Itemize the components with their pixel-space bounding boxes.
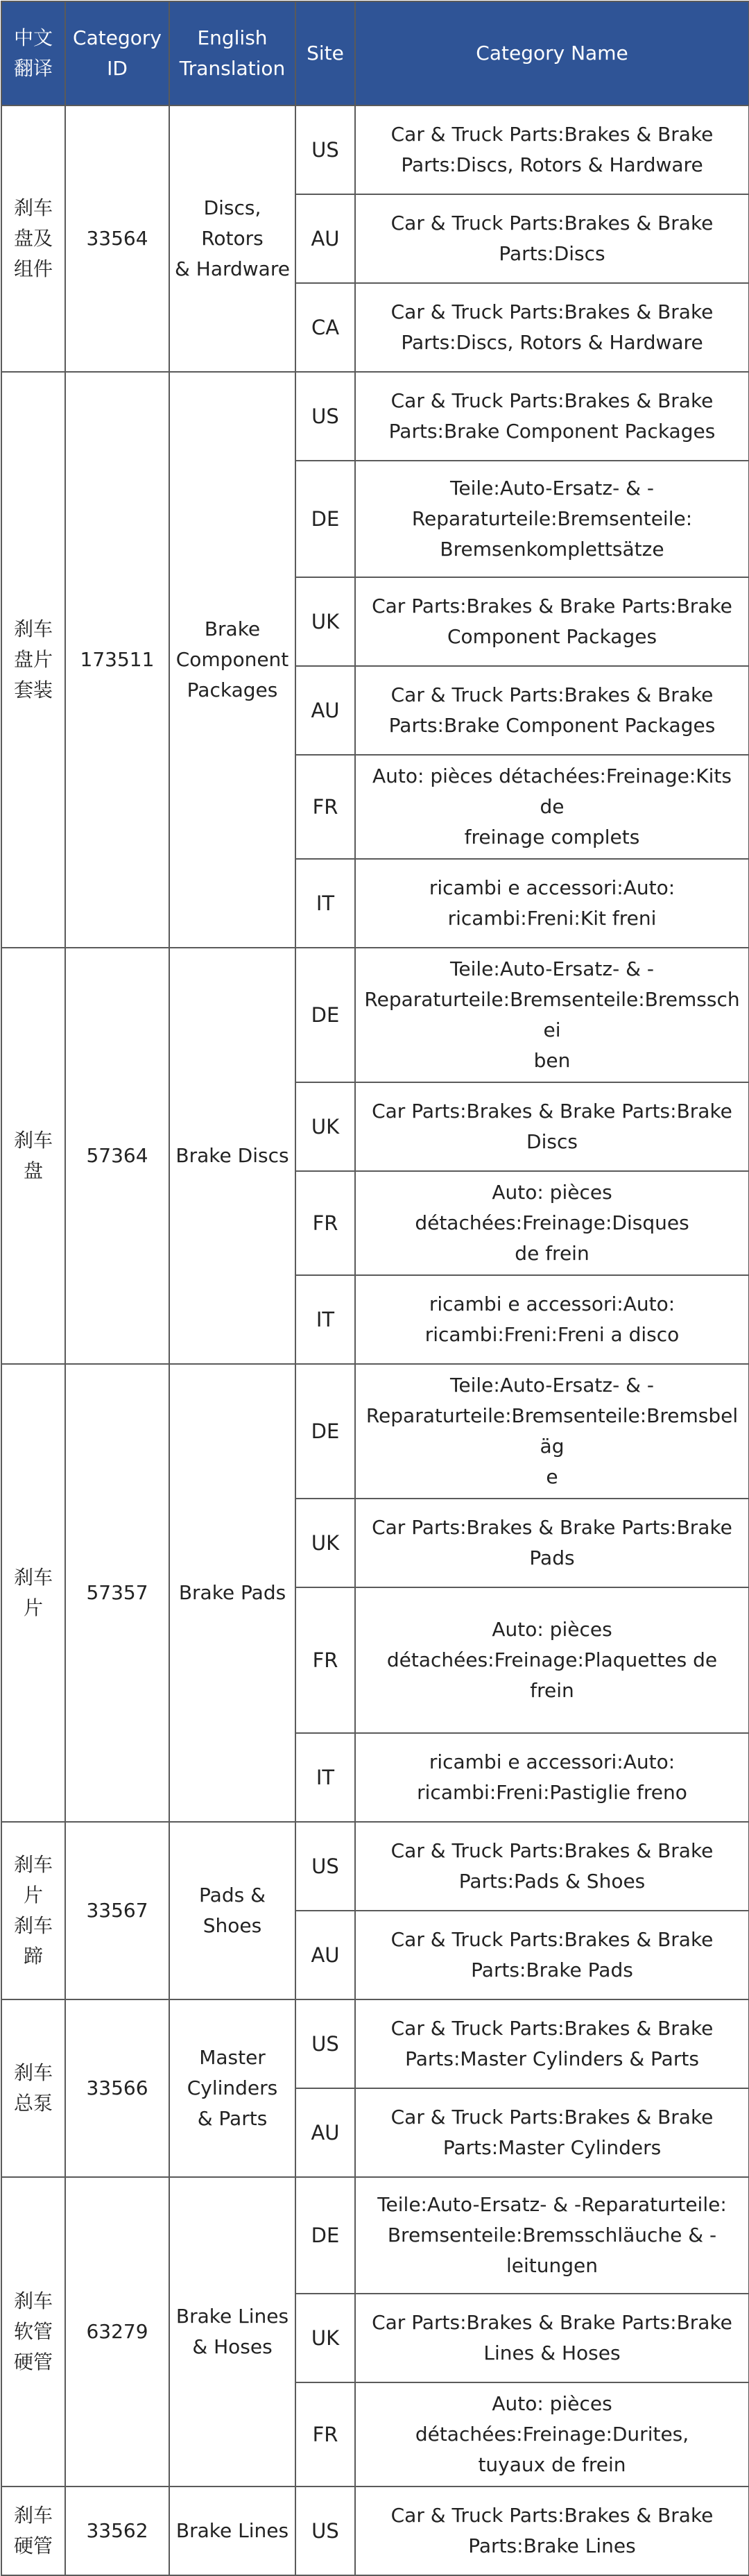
category-name-line: Bremsenkomplettsätze <box>440 538 664 561</box>
category-name-line: ricambi e accessori:Auto: <box>429 1750 675 1773</box>
category-name-line: Parts:Discs, Rotors & Hardware <box>401 153 703 176</box>
table-row <box>1 105 749 194</box>
category-name-line: Bremsenteile:Bremsschläuche & - <box>387 2224 717 2246</box>
category-name-cell <box>355 1822 749 1911</box>
category-name-line: Car & Truck Parts:Brakes & Brake <box>390 389 714 412</box>
site-cell: FR <box>295 1171 355 1275</box>
category-name-line: tuyaux de frein <box>478 2453 626 2476</box>
category-name-line: Parts:Pads & Shoes <box>458 1870 646 1893</box>
category-name-line: Car & Truck Parts:Brakes & Brake <box>390 2504 714 2527</box>
category-name-line: Reparaturteile:Bremsenteile:Bremsschei <box>364 988 740 1041</box>
category-name-line: Car Parts:Brakes & Brake Parts:Brake <box>372 2311 732 2334</box>
category-name-cell <box>355 2487 749 2575</box>
category-name-cell <box>355 1275 749 1364</box>
header-category-id-line: Category <box>73 26 162 49</box>
category-table <box>1 1 749 2576</box>
site-cell: CA <box>295 283 355 372</box>
chinese-translation-line: 盘片 <box>13 648 53 671</box>
category-name-line: Teile:Auto-Ersatz- & -Reparaturteile: <box>377 2193 727 2216</box>
category-name-cell <box>355 1171 749 1275</box>
site-cell: AU <box>295 1911 355 1999</box>
category-name-line: détachées:Freinage:Plaquettes de frein <box>386 1648 718 1702</box>
chinese-translation-line: 组件 <box>13 257 53 280</box>
table-row <box>1 372 749 461</box>
chinese-translation-line: 刹车 <box>13 2061 53 2084</box>
category-name-cell <box>355 948 749 1082</box>
site-cell: UK <box>295 2294 355 2382</box>
site-cell: US <box>295 105 355 194</box>
chinese-translation-line: 刹车 <box>13 196 53 219</box>
site-cell: AU <box>295 666 355 755</box>
header-category-id-line: ID <box>107 57 128 80</box>
site-cell: FR <box>295 755 355 859</box>
category-name-cell <box>355 1364 749 1499</box>
english-translation-cell <box>169 1999 295 2177</box>
table-row <box>1 2177 749 2294</box>
category-name-line: ricambi e accessori:Auto: <box>429 876 675 899</box>
header-site: Site <box>295 1 355 105</box>
category-name-line: de frein <box>515 1242 589 1265</box>
category-name-line: Parts:Brake Lines <box>468 2534 636 2557</box>
category-name-line: Parts:Master Cylinders & Parts <box>405 2047 699 2070</box>
english-translation-cell <box>169 1364 295 1822</box>
site-cell: UK <box>295 1499 355 1587</box>
category-name-line: Car & Truck Parts:Brakes & Brake <box>390 123 714 146</box>
chinese-translation-line: 蹄 <box>23 1945 43 1968</box>
category-name-cell <box>355 666 749 755</box>
category-id-cell: 173511 <box>65 372 169 948</box>
category-name-cell <box>355 1999 749 2088</box>
site-cell: AU <box>295 2088 355 2177</box>
category-name-line: Car & Truck Parts:Brakes & Brake <box>390 212 714 234</box>
site-cell: IT <box>295 1275 355 1364</box>
category-name-line: Lines & Hoses <box>483 2342 621 2364</box>
english-translation-line: Brake Pads <box>178 1581 286 1604</box>
header-english-line: Translation <box>179 57 286 80</box>
english-translation-line: & Parts <box>197 2107 268 2130</box>
category-name-line: Car Parts:Brakes & Brake Parts:Brake <box>372 595 732 617</box>
category-name-line: Car & Truck Parts:Brakes & Brake <box>390 1839 714 1862</box>
category-name-cell <box>355 577 749 666</box>
category-name-line: freinage complets <box>464 826 640 848</box>
category-name-line: leitungen <box>506 2254 598 2277</box>
english-translation-line: Brake Lines <box>175 2519 289 2542</box>
category-id-cell: 33567 <box>65 1822 169 1999</box>
english-translation-line: & Hardware <box>175 257 290 280</box>
category-name-line: Auto: pièces <box>492 1618 612 1641</box>
category-name-cell <box>355 283 749 372</box>
header-category-id <box>65 1 169 105</box>
site-cell: FR <box>295 2382 355 2487</box>
category-name-cell <box>355 2088 749 2177</box>
english-translation-line: Brake Discs <box>175 1144 289 1167</box>
category-name-line: ricambi e accessori:Auto: <box>429 1293 675 1315</box>
site-cell: UK <box>295 1082 355 1171</box>
category-name-line: Teile:Auto-Ersatz- & - <box>450 477 654 500</box>
chinese-translation-line: 硬管 <box>13 2351 53 2373</box>
site-cell: DE <box>295 2177 355 2294</box>
category-name-line: Car Parts:Brakes & Brake Parts:Brake <box>372 1516 732 1539</box>
site-cell: DE <box>295 461 355 577</box>
english-translation-line: Master <box>199 2046 266 2069</box>
chinese-translation-line: 刹车 <box>13 1853 53 1876</box>
category-id-cell: 63279 <box>65 2177 169 2487</box>
category-name-cell <box>355 2294 749 2382</box>
site-cell: AU <box>295 194 355 283</box>
category-name-line: Auto: pièces détachées:Freinage:Disques <box>415 1181 689 1234</box>
chinese-translation-line: 片 <box>23 1884 43 1907</box>
english-translation-cell <box>169 2487 295 2575</box>
english-translation-cell <box>169 948 295 1364</box>
site-cell: IT <box>295 1733 355 1822</box>
chinese-translation-cell <box>1 1822 65 1999</box>
header-row <box>1 1 749 105</box>
english-translation-cell <box>169 105 295 372</box>
english-translation-cell <box>169 2177 295 2487</box>
category-name-line: Auto: pièces détachées:Freinage:Kits de <box>372 765 732 818</box>
category-name-cell <box>355 1499 749 1587</box>
chinese-translation-cell <box>1 105 65 372</box>
chinese-translation-line: 刹车 <box>13 1914 53 1937</box>
category-name-line: Parts:Brake Pads <box>471 1959 633 1981</box>
chinese-translation-line: 盘及 <box>13 227 53 250</box>
table-row <box>1 1999 749 2088</box>
english-translation-line: Brake Lines <box>175 2305 289 2328</box>
english-translation-cell <box>169 1822 295 1999</box>
category-name-line: Car & Truck Parts:Brakes & Brake <box>390 1928 714 1951</box>
table-body <box>1 105 749 2575</box>
site-cell: FR <box>295 1587 355 1733</box>
english-translation-line: Packages <box>187 679 278 701</box>
chinese-translation-line: 片 <box>23 1596 43 1619</box>
header-chinese-line: 翻译 <box>13 57 53 80</box>
category-name-line: Parts:Brake Component Packages <box>388 420 716 443</box>
category-name-line: Reparaturteile:Bremsenteile: <box>411 507 693 530</box>
category-name-cell <box>355 105 749 194</box>
header-english <box>169 1 295 105</box>
category-name-cell <box>355 2177 749 2294</box>
english-translation-cell <box>169 372 295 948</box>
category-name-cell <box>355 194 749 283</box>
category-name-line: Teile:Auto-Ersatz- & - <box>450 957 654 980</box>
category-name-cell <box>355 461 749 577</box>
table-row <box>1 948 749 1082</box>
english-translation-line: Shoes <box>203 1914 262 1937</box>
chinese-translation-line: 刹车 <box>13 1566 53 1589</box>
chinese-translation-line: 刹车 <box>13 2504 53 2527</box>
chinese-translation-line: 软管 <box>13 2320 53 2343</box>
category-name-line: Car & Truck Parts:Brakes & Brake <box>390 2017 714 2040</box>
category-name-cell <box>355 2382 749 2487</box>
site-cell: US <box>295 372 355 461</box>
category-name-line: Reparaturteile:Bremsenteile:Bremsbeläg <box>365 1404 739 1458</box>
chinese-translation-line: 刹车 <box>13 1129 53 1152</box>
site-cell: DE <box>295 1364 355 1499</box>
category-name-line: ricambi:Freni:Kit freni <box>447 907 657 930</box>
table-row <box>1 2487 749 2575</box>
site-cell: US <box>295 1999 355 2088</box>
english-translation-line: Cylinders <box>187 2076 278 2099</box>
table-row <box>1 1822 749 1911</box>
category-id-cell: 57364 <box>65 948 169 1364</box>
header-chinese-line: 中文 <box>13 26 53 49</box>
chinese-translation-cell <box>1 2487 65 2575</box>
english-translation-line: Discs, <box>203 196 261 219</box>
header-chinese <box>1 1 65 105</box>
category-id-cell: 33562 <box>65 2487 169 2575</box>
category-name-line: Parts:Master Cylinders <box>442 2136 662 2159</box>
category-id-cell: 57357 <box>65 1364 169 1822</box>
category-name-line: e <box>546 1465 558 1488</box>
category-name-cell <box>355 755 749 859</box>
chinese-translation-line: 刹车 <box>13 2289 53 2312</box>
category-id-cell: 33564 <box>65 105 169 372</box>
category-name-cell <box>355 1911 749 1999</box>
site-cell: US <box>295 1822 355 1911</box>
chinese-translation-cell <box>1 1999 65 2177</box>
category-name-line: Discs <box>526 1130 578 1153</box>
english-translation-line: Rotors <box>201 227 264 250</box>
category-name-line: Component Packages <box>447 625 657 648</box>
category-name-line: Parts:Brake Component Packages <box>388 714 716 737</box>
site-cell: UK <box>295 577 355 666</box>
english-translation-line: Pads & <box>199 1884 266 1907</box>
site-cell: US <box>295 2487 355 2575</box>
header-english-line: English <box>197 26 268 49</box>
category-name-line: ben <box>533 1049 571 1072</box>
category-name-line: Parts:Discs <box>499 242 605 265</box>
header-category-name: Category Name <box>355 1 749 105</box>
category-name-line: Auto: pièces détachées:Freinage:Durites, <box>415 2392 689 2446</box>
table-row <box>1 1364 749 1499</box>
english-translation-line: Component <box>175 648 289 671</box>
category-name-line: Car & Truck Parts:Brakes & Brake <box>390 2106 714 2129</box>
chinese-translation-cell <box>1 2177 65 2487</box>
category-name-line: ricambi:Freni:Pastiglie freno <box>417 1781 687 1804</box>
category-id-cell: 33566 <box>65 1999 169 2177</box>
category-name-cell <box>355 1587 749 1733</box>
chinese-translation-line: 总泵 <box>13 2092 53 2115</box>
category-name-line: Teile:Auto-Ersatz- & - <box>450 1374 654 1397</box>
category-name-line: Parts:Discs, Rotors & Hardware <box>401 331 703 354</box>
chinese-translation-line: 刹车 <box>13 617 53 640</box>
chinese-translation-cell <box>1 372 65 948</box>
category-name-cell <box>355 372 749 461</box>
chinese-translation-line: 硬管 <box>13 2534 53 2557</box>
chinese-translation-line: 套装 <box>13 679 53 701</box>
site-cell: IT <box>295 859 355 948</box>
chinese-translation-line: 盘 <box>23 1159 43 1182</box>
category-name-cell <box>355 1082 749 1171</box>
category-name-line: Pads <box>529 1546 575 1569</box>
english-translation-line: & Hoses <box>192 2335 273 2358</box>
category-name-line: ricambi:Freni:Freni a disco <box>424 1323 680 1346</box>
category-name-line: Car Parts:Brakes & Brake Parts:Brake <box>372 1100 732 1123</box>
category-name-cell <box>355 1733 749 1822</box>
category-name-line: Car & Truck Parts:Brakes & Brake <box>390 683 714 706</box>
chinese-translation-cell <box>1 1364 65 1822</box>
chinese-translation-cell <box>1 948 65 1364</box>
site-cell: DE <box>295 948 355 1082</box>
english-translation-line: Brake <box>204 617 261 640</box>
category-name-line: Car & Truck Parts:Brakes & Brake <box>390 300 714 323</box>
category-name-cell <box>355 859 749 948</box>
